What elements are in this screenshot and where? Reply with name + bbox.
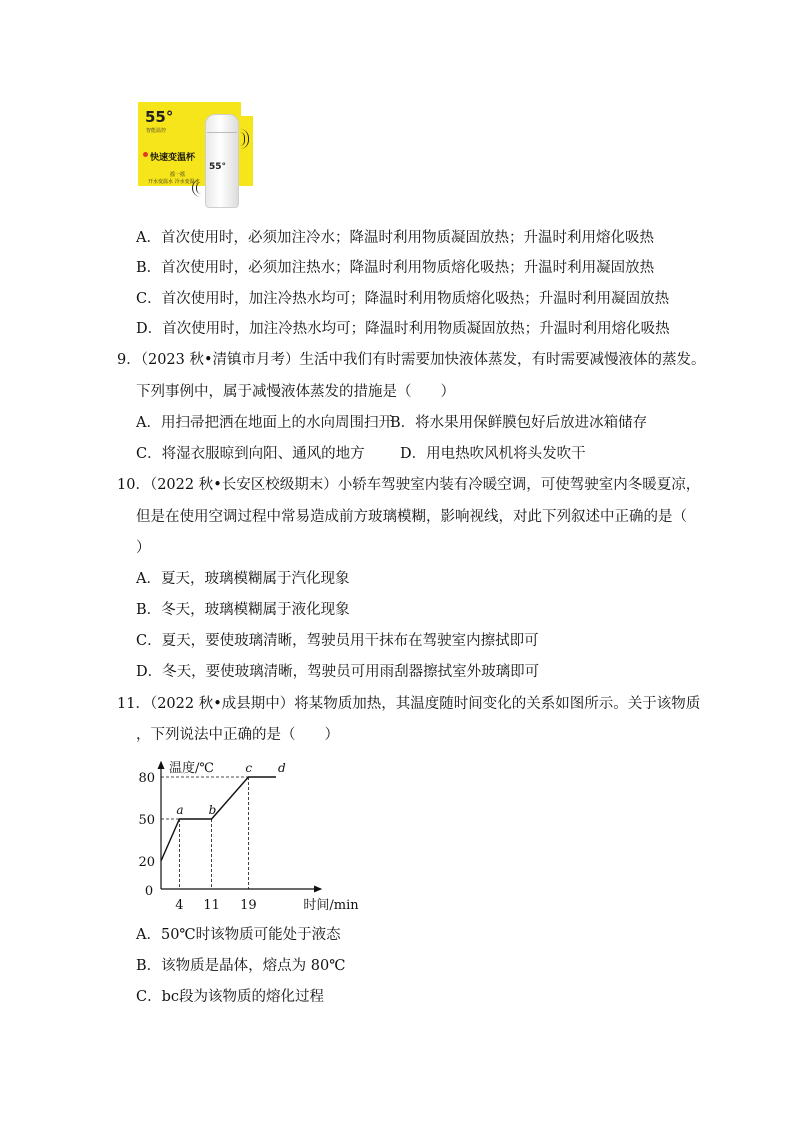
chart-axes (161, 762, 321, 889)
cup-lid (207, 114, 237, 133)
product-subtitle: 智能温控 (146, 128, 167, 134)
product-name: 快速变温杯 (150, 153, 196, 163)
product-image (138, 102, 253, 210)
point-label-c: c (245, 761, 253, 775)
q10-option-a: A．夏天，玻璃模糊属于汽化现象 (136, 571, 350, 587)
q9-option-d: D．用电热吹风机将头发吹干 (400, 446, 586, 462)
q9-stem-cont: 下列事例中，属于减慢液体蒸发的措施是（ ） (136, 384, 455, 400)
x-tick-label: 4 (175, 898, 184, 913)
q11-option-b: B．该物质是晶体，熔点为 80℃ (136, 958, 346, 974)
origin-label: 0 (144, 884, 154, 899)
product-tagline-1: 摇一摇 (170, 172, 186, 178)
q10-option-b: B．冬天，玻璃模糊属于液化现象 (136, 602, 350, 618)
q11-stem-cont: ，下列说法中正确的是（ ） (136, 727, 339, 743)
q9-option-b: B．将水果用保鲜膜包好后放进冰箱储存 (390, 415, 648, 431)
point-label-b: b (208, 803, 217, 817)
q11-option-a: A．50℃时该物质可能处于液态 (136, 927, 341, 943)
x-tick-label: 11 (203, 898, 220, 913)
cup-label: 55° (209, 162, 227, 172)
y-tick-label: 50 (138, 813, 155, 828)
x-tick-label: 19 (240, 898, 257, 913)
y-tick-label: 20 (138, 855, 155, 870)
q8-option-c: C．首次使用时，加注冷热水均可；降温时利用物质熔化吸热；升温时利用凝固放热 (136, 291, 670, 307)
q9-option-c: C．将湿衣服晾到向阳、通风的地方 (136, 446, 365, 462)
point-label-a: a (176, 803, 184, 817)
q10-option-c: C．夏天，要使玻璃清晰，驾驶员用干抹布在驾驶室内擦拭即可 (136, 633, 539, 649)
chart-guides (161, 777, 248, 889)
q8-option-b: B．首次使用时，必须加注热水；降温时利用物质熔化吸热；升温时利用凝固放热 (136, 260, 655, 276)
wave-icon (240, 129, 249, 149)
q8-option-a: A．首次使用时，必须加注冷水；降温时利用物质凝固放热；升温时利用熔化吸热 (136, 230, 654, 246)
x-axis-label: 时间/min (303, 898, 359, 913)
q11-stem: 11．（2022 秋•成县期中）将某物质加热，其温度随时间变化的关系如图所示。关于该物质 (117, 696, 701, 712)
q11-option-c: C．bc段为该物质的熔化过程 (136, 989, 324, 1005)
point-label-d: d (278, 761, 286, 775)
bullet-dot-icon (143, 152, 148, 157)
q10-stem-close: ） (136, 540, 151, 556)
q9-stem: 9．（2023 秋•清镇市月考）生活中我们有时需要加快液体蒸发，有时需要减慢液体的蒸发。 (117, 352, 706, 368)
y-axis-label: 温度/℃ (169, 761, 214, 776)
temperature-time-chart (135, 756, 375, 916)
q9-option-a: A．用扫帚把洒在地面上的水向周围扫开 (136, 415, 393, 431)
product-tagline-2: 开水变温水 冷水变温水 (148, 179, 200, 185)
q10-stem: 10．（2022 秋•长安区校级期末）小轿车驾驶室内装有冷暖空调，可使驾驶室内冬暖夏凉， (117, 477, 701, 493)
q10-option-d: D．冬天，要使玻璃清晰，驾驶员可用雨刮器擦拭室外玻璃即可 (136, 664, 540, 680)
q10-stem-cont: 但是在使用空调过程中常易造成前方玻璃模糊，影响视线，对此下列叙述中正确的是（ (136, 509, 687, 525)
q8-option-d: D．首次使用时，加注冷热水均可；降温时利用物质凝固放热；升温时利用熔化吸热 (136, 321, 670, 337)
image-corner (241, 102, 253, 116)
product-degree: 55° (145, 108, 174, 126)
y-tick-label: 80 (138, 771, 155, 786)
